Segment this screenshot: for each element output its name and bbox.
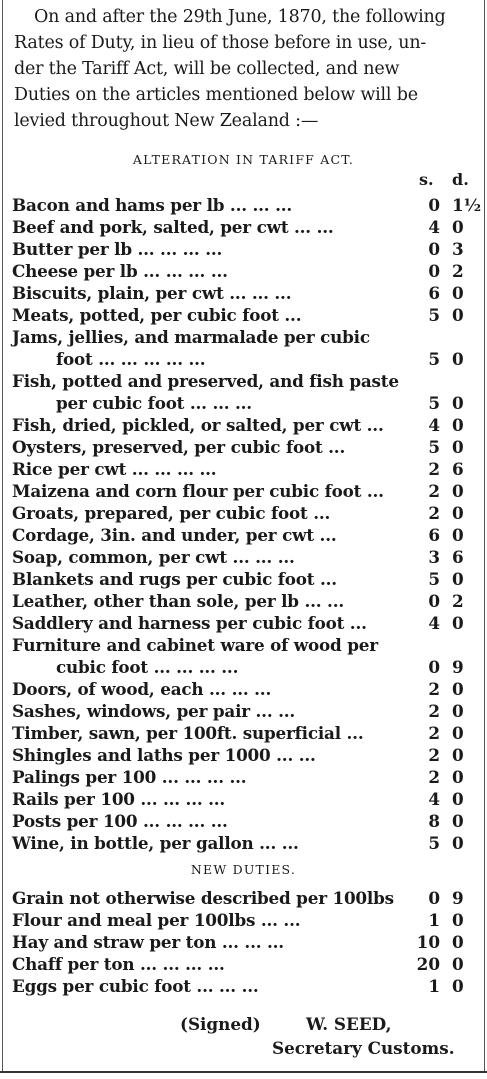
- tariff-row: [12, 788, 474, 810]
- duty-pence: 0: [452, 932, 464, 952]
- duty-shillings: 5: [428, 437, 440, 457]
- duty-pence: 0: [452, 437, 464, 457]
- tariff-item-label: Doors, of wood, each ... ... ...: [12, 679, 272, 699]
- duty-shillings: 0: [428, 657, 440, 677]
- duty-pence: 0: [452, 415, 464, 435]
- tariff-row: [12, 304, 474, 326]
- signed-label: (Signed): [180, 1014, 261, 1034]
- tariff-item-label: Palings per 100 ... ... ... ...: [12, 767, 247, 787]
- tariff-row: [12, 524, 474, 546]
- intro-line: Rates of Duty, in lieu of those before in use, un-: [14, 33, 427, 53]
- duty-shillings: 2: [428, 481, 440, 501]
- duty-pence: 9: [452, 657, 464, 677]
- tariff-row: [12, 909, 474, 931]
- duty-pence: 0: [452, 481, 464, 501]
- duty-pence: 6: [452, 547, 464, 567]
- column-rule-bottom: [0, 1071, 487, 1073]
- tariff-row: [12, 887, 474, 909]
- shillings-column-header: s.: [419, 170, 434, 189]
- duty-pence: 0: [452, 525, 464, 545]
- intro-paragraph: [14, 4, 480, 134]
- duty-pence: 0: [452, 701, 464, 721]
- tariff-item-label: Timber, sawn, per 100ft. superficial ...: [12, 723, 364, 743]
- tariff-item-label: Flour and meal per 100lbs ... ...: [12, 910, 301, 930]
- tariff-row: [12, 953, 474, 975]
- tariff-item-label: Butter per lb ... ... ... ...: [12, 239, 223, 259]
- tariff-item-label: cubic foot ... ... ... ...: [56, 657, 239, 677]
- duty-shillings: 5: [428, 569, 440, 589]
- tariff-row: [12, 370, 474, 392]
- duty-pence: 0: [452, 811, 464, 831]
- tariff-row: [12, 392, 474, 414]
- tariff-row: [12, 975, 474, 997]
- tariff-row: [12, 766, 474, 788]
- duty-pence: 0: [452, 745, 464, 765]
- tariff-row: [12, 326, 474, 348]
- duty-pence: 0: [452, 217, 464, 237]
- tariff-item-label: Rice per cwt ... ... ... ...: [12, 459, 217, 479]
- intro-line: der the Tariff Act, will be collected, and new: [14, 59, 400, 79]
- duty-pence: 0: [452, 569, 464, 589]
- tariff-row: [12, 722, 474, 744]
- intro-line: levied throughout New Zealand :—: [14, 111, 319, 131]
- duty-shillings: 0: [428, 195, 440, 215]
- duty-shillings: 4: [428, 789, 440, 809]
- tariff-item-label: Furniture and cabinet ware of wood per: [12, 635, 378, 655]
- intro-line: On and after the 29th June, 1870, the following: [34, 7, 446, 27]
- duty-shillings: 2: [428, 503, 440, 523]
- tariff-row: [12, 480, 474, 502]
- tariff-item-label: Oysters, preserved, per cubic foot ...: [12, 437, 346, 457]
- tariff-item-label: Bacon and hams per lb ... ... ...: [12, 195, 292, 215]
- signatory-name: W. SEED,: [306, 1014, 392, 1034]
- tariff-item-label: Rails per 100 ... ... ... ...: [12, 789, 226, 809]
- tariff-item-label: Grain not otherwise described per 100lbs: [12, 888, 394, 908]
- tariff-item-label: foot ... ... ... ... ...: [56, 349, 206, 369]
- duty-shillings: 4: [428, 217, 440, 237]
- tariff-row: [12, 348, 474, 370]
- intro-line: Duties on the articles mentioned below will be: [14, 85, 418, 105]
- duty-pence: 0: [452, 613, 464, 633]
- duty-pence: 0: [452, 503, 464, 523]
- tariff-row: [12, 238, 474, 260]
- duty-pence: 6: [452, 459, 464, 479]
- duty-shillings: 4: [428, 613, 440, 633]
- duty-shillings: 2: [428, 679, 440, 699]
- duty-shillings: 2: [428, 701, 440, 721]
- duty-shillings: 2: [428, 459, 440, 479]
- tariff-item-label: Chaff per ton ... ... ... ...: [12, 954, 225, 974]
- tariff-row: [12, 656, 474, 678]
- duty-pence: 1½: [452, 195, 482, 215]
- tariff-item-label: Beef and pork, salted, per cwt ... ...: [12, 217, 334, 237]
- tariff-item-label: Hay and straw per ton ... ... ...: [12, 932, 284, 952]
- tariff-row: [12, 832, 474, 854]
- tariff-row: [12, 260, 474, 282]
- tariff-row: [12, 546, 474, 568]
- signatory-title: Secretary Customs.: [272, 1038, 455, 1058]
- tariff-row: [12, 194, 482, 216]
- tariff-row: [12, 700, 474, 722]
- duty-pence: 2: [452, 591, 464, 611]
- duty-shillings: 0: [428, 591, 440, 611]
- tariff-item-label: Wine, in bottle, per gallon ... ...: [12, 833, 299, 853]
- tariff-item-label: Sashes, windows, per pair ... ...: [12, 701, 296, 721]
- duty-pence: 0: [452, 305, 464, 325]
- duty-shillings: 5: [428, 305, 440, 325]
- duty-shillings: 2: [428, 723, 440, 743]
- duty-shillings: 4: [428, 415, 440, 435]
- tariff-item-label: Jams, jellies, and marmalade per cubic: [12, 327, 370, 347]
- tariff-item-label: Shingles and laths per 1000 ... ...: [12, 745, 316, 765]
- duty-pence: 0: [452, 349, 464, 369]
- duty-pence: 0: [452, 976, 464, 996]
- duty-shillings: 5: [428, 393, 440, 413]
- tariff-row: [12, 414, 474, 436]
- duty-shillings: 1: [428, 976, 440, 996]
- duty-shillings: 5: [428, 349, 440, 369]
- tariff-item-label: Cordage, 3in. and under, per cwt ...: [12, 525, 337, 545]
- tariff-item-label: Eggs per cubic foot ... ... ...: [12, 976, 259, 996]
- duty-pence: 0: [452, 910, 464, 930]
- tariff-item-label: Groats, prepared, per cubic foot ...: [12, 503, 331, 523]
- duty-pence: 0: [452, 679, 464, 699]
- tariff-row: [12, 612, 474, 634]
- duty-shillings: 2: [428, 767, 440, 787]
- duty-pence: 0: [452, 283, 464, 303]
- tariff-item-label: Maizena and corn flour per cubic foot ...: [12, 481, 384, 501]
- tariff-row: [12, 458, 474, 480]
- duty-shillings: 5: [428, 833, 440, 853]
- tariff-item-label: Fish, dried, pickled, or salted, per cwt ...: [12, 415, 384, 435]
- tariff-row: [12, 568, 474, 590]
- duty-pence: 0: [452, 393, 464, 413]
- duty-pence: 0: [452, 833, 464, 853]
- duty-shillings: 6: [428, 283, 440, 303]
- tariff-row: [12, 282, 474, 304]
- tariff-row: [12, 634, 474, 656]
- tariff-row: [12, 678, 474, 700]
- duty-shillings: 0: [428, 888, 440, 908]
- tariff-row: [12, 590, 474, 612]
- tariff-row: [12, 502, 474, 524]
- tariff-item-label: per cubic foot ... ... ...: [56, 393, 252, 413]
- duty-pence: 0: [452, 954, 464, 974]
- tariff-item-label: Leather, other than sole, per lb ... ...: [12, 591, 344, 611]
- duty-shillings: 0: [428, 261, 440, 281]
- duty-shillings: 0: [428, 239, 440, 259]
- tariff-item-label: Biscuits, plain, per cwt ... ... ...: [12, 283, 292, 303]
- duty-shillings: 3: [428, 547, 440, 567]
- tariff-item-label: Posts per 100 ... ... ... ...: [12, 811, 228, 831]
- duty-pence: 3: [452, 239, 464, 259]
- alteration-heading: ALTERATION IN TARIFF ACT.: [132, 152, 355, 167]
- new-duties-heading: NEW DUTIES.: [190, 862, 297, 877]
- tariff-item-label: Cheese per lb ... ... ... ...: [12, 261, 228, 281]
- duty-pence: 2: [452, 261, 464, 281]
- duty-shillings: 2: [428, 745, 440, 765]
- duty-pence: 0: [452, 767, 464, 787]
- duty-shillings: 6: [428, 525, 440, 545]
- tariff-item-label: Blankets and rugs per cubic foot ...: [12, 569, 337, 589]
- duty-pence: 0: [452, 723, 464, 743]
- tariff-row: [12, 810, 474, 832]
- tariff-item-label: Soap, common, per cwt ... ... ...: [12, 547, 295, 567]
- duty-shillings: 20: [416, 954, 440, 974]
- tariff-row: [12, 744, 474, 766]
- tariff-item-label: Fish, potted and preserved, and fish paste: [12, 371, 399, 391]
- tariff-row: [12, 436, 474, 458]
- duty-pence: 9: [452, 888, 464, 908]
- tariff-row: [12, 931, 474, 953]
- duty-pence: 0: [452, 789, 464, 809]
- tariff-item-label: Meats, potted, per cubic foot ...: [12, 305, 302, 325]
- tariff-item-label: Saddlery and harness per cubic foot ...: [12, 613, 367, 633]
- tariff-row: [12, 216, 474, 238]
- pence-column-header: d.: [452, 170, 469, 189]
- duty-shillings: 8: [428, 811, 440, 831]
- duty-shillings: 10: [416, 932, 440, 952]
- duty-shillings: 1: [428, 910, 440, 930]
